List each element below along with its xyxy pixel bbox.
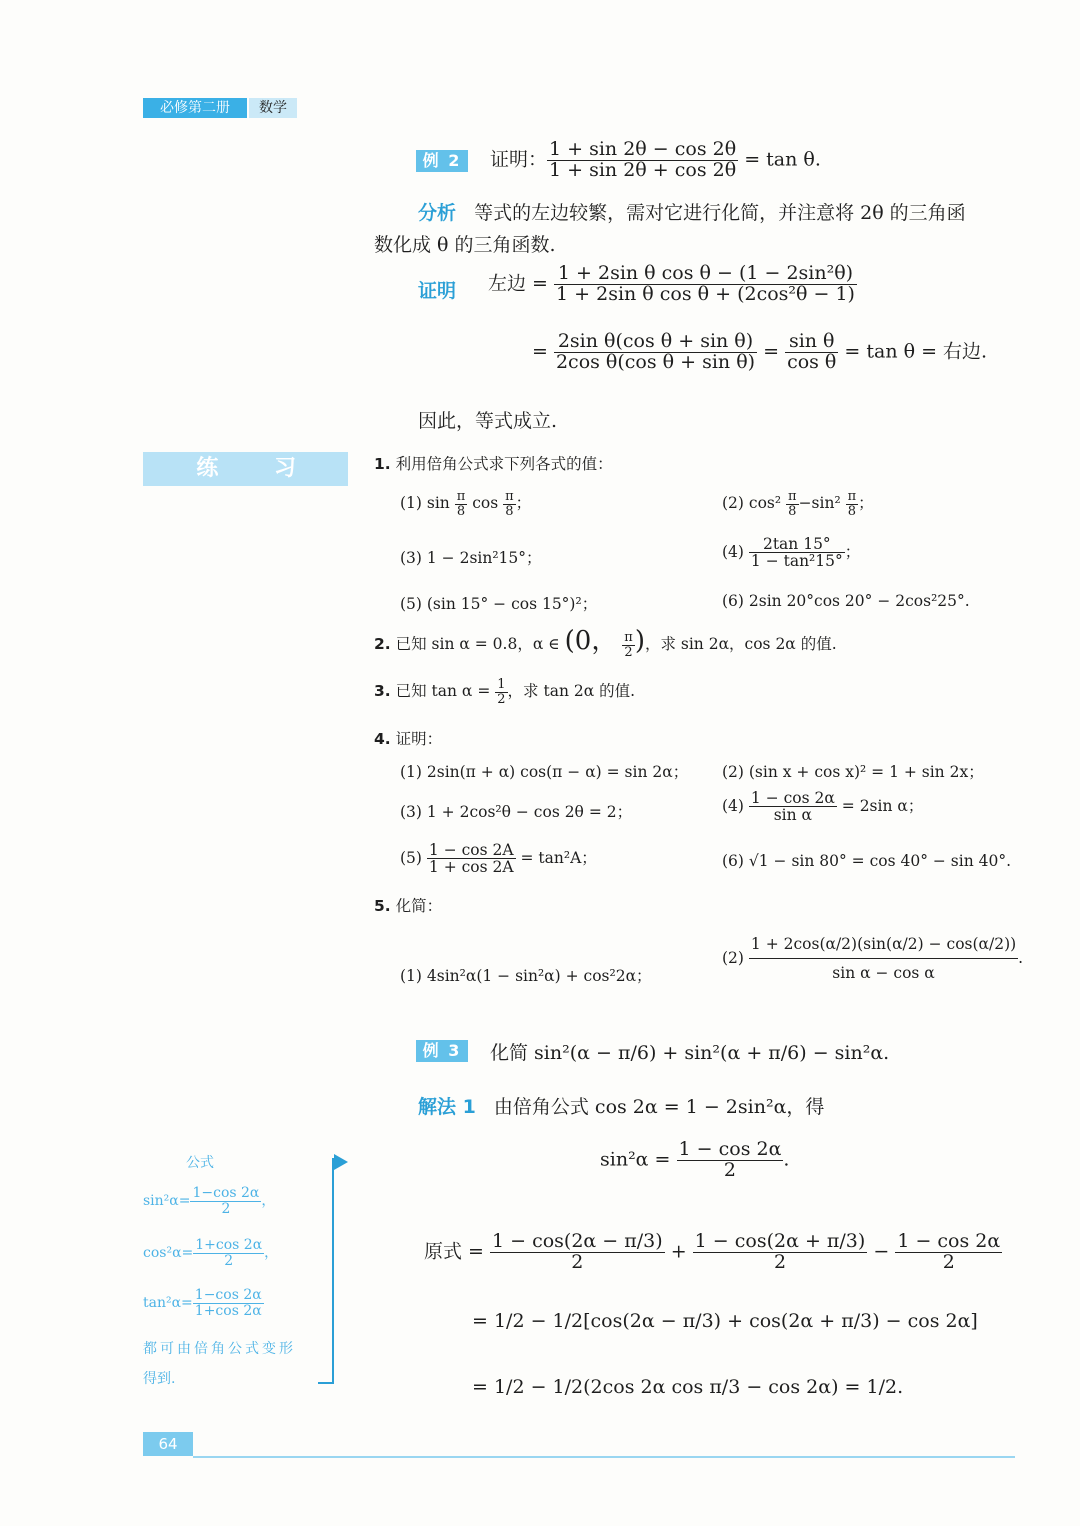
proof-step-2-fraction	[554, 332, 757, 373]
sidebar-note-line-2: 得到.	[143, 1371, 176, 1387]
fraction-denominator: 8	[456, 503, 466, 519]
q1-number: 1.	[374, 455, 391, 473]
q4-p4-fraction	[749, 790, 837, 824]
fraction-numerator: 1 + sin 2θ − cos 2θ	[549, 138, 737, 160]
q1-part-2	[722, 490, 874, 518]
original-expression-label: 原式 =	[424, 1240, 484, 1263]
method-1-label: 解法 1	[418, 1096, 476, 1118]
q4-p4-label: (4)	[722, 796, 744, 815]
example-2-badge: 例 2	[416, 150, 468, 172]
proof-label: 证明	[418, 280, 457, 302]
q5-text: 化简：	[395, 897, 443, 915]
q3	[374, 678, 635, 706]
fraction-denominator: sin α	[773, 806, 813, 825]
solution-line-3: = 1/2 − 1/2(2cos 2α cos π/3 − cos 2α) = 1/2.	[472, 1376, 904, 1398]
semicolon: ；	[515, 494, 532, 513]
q1-text: 利用倍角公式求下列各式的值：	[395, 455, 613, 473]
q4-part-3: (3) 1 + 2cos²θ − cos 2θ = 2；	[400, 803, 633, 821]
one-half	[495, 678, 507, 706]
q3-number: 3.	[374, 682, 391, 701]
q3-text-a: 已知 tan α =	[395, 682, 491, 701]
q4-p5-rhs: = tan²A；	[520, 848, 597, 867]
pi-over-2	[622, 631, 635, 659]
q2-interval-open: (0，	[564, 626, 618, 656]
fraction-denominator: 2	[497, 691, 506, 707]
q5-stem	[374, 894, 442, 916]
example-3-badge: 例 3	[416, 1040, 468, 1062]
q2	[374, 628, 837, 659]
sidebar-title: 公式	[186, 1155, 214, 1171]
q4-part-1: (1) 2sin(π + α) cos(π − α) = sin 2α；	[400, 763, 689, 781]
formula-fraction	[190, 1186, 261, 1216]
q4-number: 4.	[374, 730, 391, 748]
q1-part-5: (5) (sin 15° − cos 15°)²；	[400, 595, 598, 613]
q4-p5-label: (5)	[400, 848, 422, 867]
fraction-denominator: 2	[221, 1200, 231, 1217]
fraction-numerator: 1 − cos 2α	[750, 789, 835, 807]
proof-step-1-fraction	[554, 264, 857, 305]
sidebar-bracket-foot	[318, 1382, 334, 1384]
formula-fraction	[677, 1140, 784, 1181]
fraction-denominator: 1 + cos 2A	[428, 858, 514, 877]
q3-text-b: ，求 tan 2α 的值.	[507, 682, 636, 701]
fraction-denominator: 8	[505, 503, 514, 519]
analysis-line-2: 数化成 θ 的三角函数.	[374, 234, 556, 256]
fraction-denominator: 1 − tan²15°	[750, 552, 843, 571]
q1-p1-label: (1) sin	[400, 494, 450, 513]
fraction-numerator: 1 − cos 2α	[897, 1230, 1001, 1252]
sidebar-bracket-line	[332, 1158, 334, 1384]
period: .	[1018, 948, 1024, 967]
solution-line-2: = 1/2 − 1/2[cos(2α − π/3) + cos(2α + π/3) − cos 2α]	[472, 1310, 978, 1332]
example-2-rhs: = tan θ.	[744, 148, 821, 171]
formula-lhs: cos²α=	[143, 1245, 194, 1262]
q4-part-2: (2) (sin x + cos x)² = 1 + sin 2x；	[722, 763, 984, 781]
fraction-denominator: sin α − cos α	[832, 964, 935, 983]
fraction-denominator: 2	[224, 1252, 234, 1269]
q1-part-4	[722, 536, 860, 570]
q4-p5-fraction	[427, 842, 516, 876]
sidebar-arrow-icon	[334, 1154, 348, 1170]
proof-step-3-fraction	[785, 332, 838, 373]
fraction-numerator: 1−cos 2α	[192, 1185, 260, 1201]
equals-sign: =	[532, 340, 548, 363]
fraction-numerator: 1 − cos(2α + π/3)	[694, 1230, 866, 1252]
half-angle-formula	[600, 1140, 789, 1181]
fraction-numerator: 1−cos 2α	[194, 1287, 262, 1303]
formula-lhs: sin²α=	[143, 1193, 191, 1210]
q2-text-a: 已知 sin α = 0.8，α ∈	[395, 635, 560, 653]
example-2-fraction	[547, 140, 738, 181]
fraction-numerator: 2tan 15°	[749, 536, 845, 553]
q4-part-6: (6) √1 − sin 80° = cos 40° − sin 40°.	[722, 852, 1012, 870]
formula-lhs: tan²α=	[143, 1295, 193, 1312]
fraction-denominator: 2	[624, 644, 633, 660]
fraction-numerator: 1 + 2sin θ cos θ − (1 − 2sin²θ)	[554, 264, 857, 285]
solution-line-1	[424, 1232, 1002, 1273]
q4-p4-rhs: = 2sin α；	[841, 796, 924, 815]
q2-interval-close: )	[634, 626, 645, 656]
q1-part-3: (3) 1 − 2sin²15°；	[400, 549, 542, 567]
term-2-fraction	[693, 1232, 868, 1273]
formula-fraction	[193, 1238, 264, 1268]
q1-stem	[374, 452, 613, 474]
fraction-denominator: 1 + 2sin θ cos θ + (2cos²θ − 1)	[556, 282, 855, 305]
q2-text-b: ，求 sin 2α，cos 2α 的值.	[644, 635, 837, 653]
fraction-numerator: 1 − cos 2α	[678, 1138, 782, 1160]
fraction-numerator: π	[788, 489, 797, 504]
semicolon: ；	[844, 542, 861, 561]
fraction-denominator: 2	[773, 1250, 787, 1273]
q1-part-6: (6) 2sin 20°cos 20° − 2cos²25°.	[722, 592, 970, 610]
fraction-numerator: 1	[497, 677, 506, 692]
q4-stem	[374, 727, 442, 749]
q4-text: 证明：	[395, 730, 443, 748]
term-1-fraction	[490, 1232, 665, 1273]
q5-number: 5.	[374, 897, 391, 915]
fraction-denominator: 2cos θ(cos θ + sin θ)	[555, 350, 756, 373]
q4-part-5	[400, 842, 597, 876]
sidebar-note-line-1: 都可由倍角公式变形	[143, 1341, 296, 1357]
q5-part-2	[722, 936, 1023, 982]
footer-rule	[193, 1456, 1015, 1458]
fraction-denominator: 1+cos 2α	[194, 1302, 262, 1319]
method-1	[418, 1092, 824, 1119]
fraction-numerator: 1 + 2cos(α/2)(sin(α/2) − cos(α/2))	[749, 936, 1018, 959]
page-number: 64	[143, 1432, 193, 1456]
analysis-paragraph	[418, 198, 966, 225]
semicolon: ；	[858, 494, 874, 513]
conclusion: 因此，等式成立.	[418, 410, 558, 432]
q5-p2-fraction	[749, 936, 1018, 982]
proof-step-2	[532, 332, 987, 373]
fraction-denominator: 8	[847, 503, 857, 519]
period: .	[783, 1148, 790, 1171]
q1-p4-label: (4)	[722, 542, 744, 561]
practice-title	[143, 452, 348, 486]
minus-sin-text: −sin²	[798, 494, 841, 513]
equals-sign: =	[763, 340, 780, 363]
fraction-numerator: 1+cos 2α	[195, 1237, 263, 1253]
comma: ，	[261, 1193, 276, 1210]
practice-title-text: 练 习	[196, 456, 320, 481]
subject-tag: 数学	[249, 98, 297, 118]
q1-part-1	[400, 490, 531, 518]
fraction-numerator: π	[847, 489, 857, 504]
fraction-denominator: 2	[723, 1158, 737, 1181]
sidebar-formula-tan	[143, 1288, 264, 1318]
q4-part-4	[722, 790, 923, 824]
analysis-label: 分析	[418, 202, 457, 224]
q1-p2-label: (2) cos²	[722, 494, 782, 513]
cos-text: cos	[472, 494, 499, 513]
example-2-prompt: 证明：	[490, 148, 548, 171]
example-3-statement: 化简 sin²(α − π/6) + sin²(α + π/6) − sin²α.	[490, 1042, 890, 1064]
fraction-numerator: π	[505, 489, 514, 504]
minus-sign: −	[873, 1240, 890, 1263]
proof-end: = tan θ = 右边.	[844, 340, 988, 363]
book-tag: 必修第二册	[143, 98, 247, 118]
fraction-denominator: cos θ	[787, 350, 837, 373]
formula-fraction	[193, 1288, 264, 1318]
fraction-denominator: 2	[942, 1250, 955, 1273]
q2-number: 2.	[374, 635, 391, 653]
analysis-line-1: 等式的左边较繁，需对它进行化简，并注意将 2θ 的三角函	[474, 202, 966, 224]
fraction-numerator: sin θ	[785, 332, 838, 353]
pi-over-8	[455, 490, 468, 518]
fraction-numerator: π	[456, 489, 466, 504]
pi-over-8	[846, 490, 859, 518]
comma: ，	[264, 1245, 279, 1262]
fraction-denominator: 1 + sin 2θ + cos 2θ	[549, 158, 737, 181]
fraction-numerator: 1 − cos(2α − π/3)	[492, 1230, 663, 1252]
formula-lhs: sin²α =	[600, 1148, 671, 1171]
pi-over-8	[786, 490, 799, 518]
term-3-fraction	[895, 1232, 1002, 1273]
fraction-numerator: π	[624, 629, 633, 645]
example-2-statement	[490, 140, 821, 181]
proof-step-1	[488, 264, 857, 305]
fraction-numerator: 1 − cos 2A	[428, 841, 514, 859]
sidebar-formula-sin	[143, 1186, 275, 1216]
fraction-numerator: 2sin θ(cos θ + sin θ)	[554, 332, 757, 353]
plus-sign: +	[670, 1240, 687, 1263]
proof-lhs: 左边 =	[488, 272, 548, 295]
q5-p2-label: (2)	[722, 948, 744, 967]
pi-over-8	[503, 490, 516, 518]
method-1-text: 由倍角公式 cos 2α = 1 − 2sin²α，得	[493, 1096, 825, 1118]
q1-p4-fraction	[749, 536, 845, 570]
fraction-denominator: 8	[788, 503, 797, 519]
sidebar-formula-cos	[143, 1238, 278, 1268]
fraction-denominator: 2	[571, 1250, 584, 1273]
q5-part-1: (1) 4sin²α(1 − sin²α) + cos²2α；	[400, 967, 652, 985]
